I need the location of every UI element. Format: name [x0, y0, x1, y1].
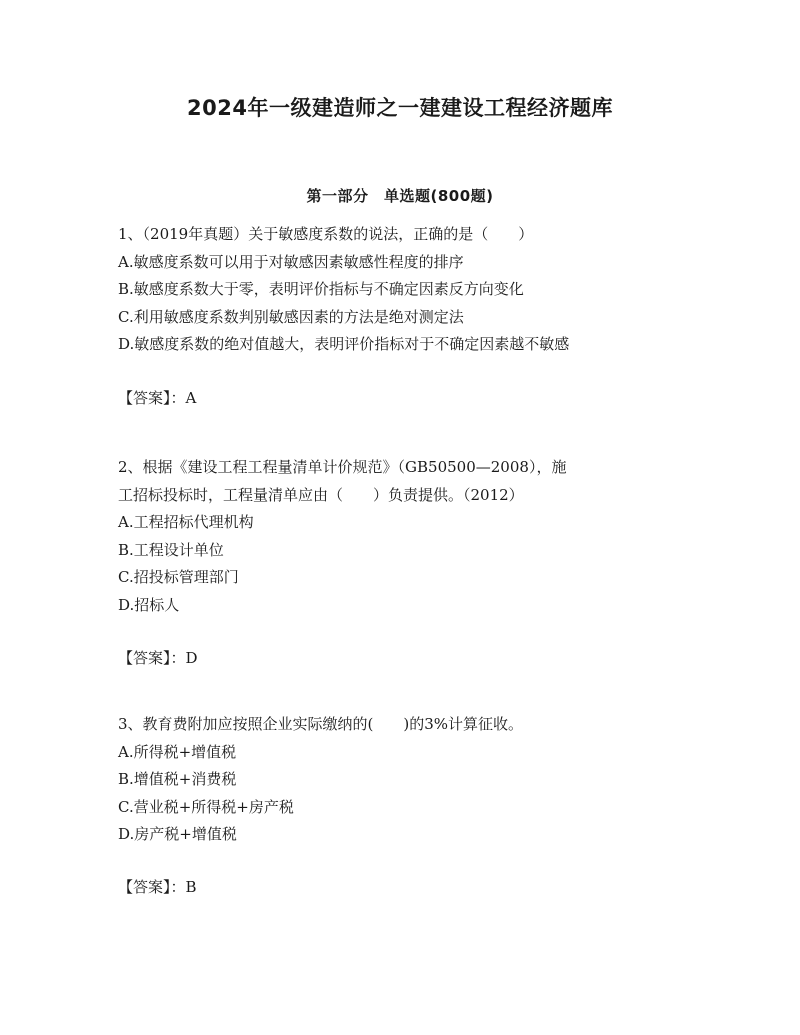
option-a: A.工程招标代理机构: [118, 513, 254, 531]
answer-value: A: [185, 389, 197, 407]
question-stem-line: 3、教育费附加应按照企业实际缴纳的( )的3%计算征收。: [118, 715, 524, 733]
option-a: A.所得税+增值税: [118, 742, 237, 761]
answer-label: 【答案】：: [118, 389, 186, 407]
option-b: B.增值税+消费税: [118, 770, 237, 788]
answer-3: [118, 874, 197, 901]
answer-label: 【答案】：: [118, 878, 186, 896]
option-d: D.敏感度系数的绝对值越大，表明评价指标对于不确定因素越不敏感: [118, 335, 570, 353]
option-d: D.房产税+增值税: [118, 825, 237, 843]
answer-2: [118, 645, 198, 672]
section-title: 第一部分 单选题(800题): [306, 187, 494, 205]
option-a: A.敏感度系数可以用于对敏感因素敏感性程度的排序: [118, 252, 464, 271]
answer-value: D: [185, 649, 198, 667]
option-d: D.招标人: [118, 595, 180, 614]
option-b: B.工程设计单位: [118, 540, 224, 559]
option-c: C.利用敏感度系数判别敏感因素的方法是绝对测定法: [118, 307, 464, 326]
question-1: [118, 221, 678, 359]
answer-label: 【答案】：: [118, 649, 186, 667]
answer-value: B: [185, 878, 197, 896]
option-c: C.招投标管理部门: [118, 568, 239, 586]
question-3: [118, 711, 678, 849]
document-title: 2024年一级建造师之一建建设工程经济题库: [187, 96, 613, 120]
answer-1: [118, 385, 196, 412]
question-stem-line: 1、（2019年真题）关于敏感度系数的说法，正确的是（ ）: [118, 225, 534, 243]
option-c: C.营业税+所得税+房产税: [118, 797, 294, 816]
question-stem-line: 工招标投标时，工程量清单应由（ ）负责提供。（2012）: [118, 485, 524, 504]
question-2: [118, 454, 678, 619]
question-stem-line: 2、根据《建设工程工程量清单计价规范》（GB50500—2008），施: [118, 458, 567, 476]
option-b: B.敏感度系数大于零，表明评价指标与不确定因素反方向变化: [118, 280, 524, 298]
